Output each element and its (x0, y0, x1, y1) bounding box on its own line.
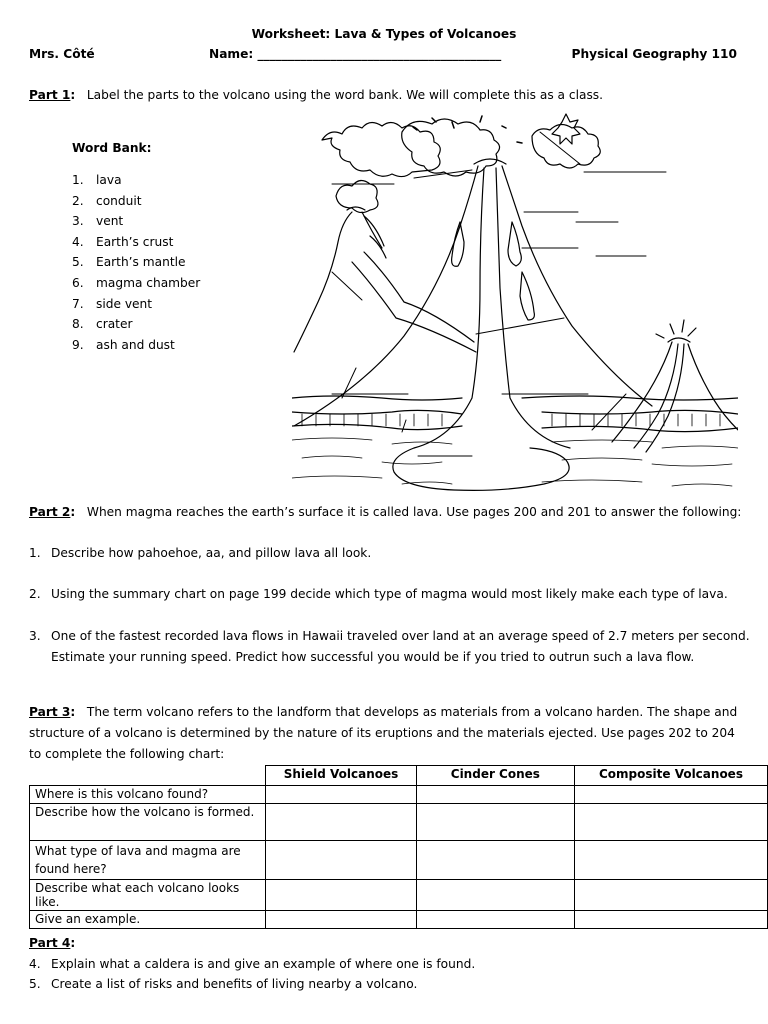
part2-intro: When magma reaches the earth’s surface it is called lava. Use pages 200 and 201 to answer the following: (86, 505, 742, 519)
conduit (414, 168, 570, 448)
answer-cell[interactable] (574, 880, 767, 911)
main-cone (294, 166, 652, 426)
word-bank-item: 5. Earth’s mantle (72, 255, 186, 270)
part3-intro: The term volcano refers to the landform that develops as materials from a volcano harden. The shape and structure of a volcano is determined by the nature of its eruptions and the materials ejected. Use pages 202 to 204 to complete the following chart: (29, 705, 738, 761)
word-bank-title: Word Bank: (72, 141, 152, 155)
column-header: Cinder Cones (416, 766, 574, 786)
answer-cell[interactable] (266, 911, 416, 929)
answer-cell[interactable] (416, 880, 574, 911)
word-bank-item: 6. magma chamber (72, 275, 201, 290)
part1-instruction-line: Part 1: Label the parts to the volcano using the word bank. We will complete this as a class. (29, 88, 604, 102)
answer-cell[interactable] (266, 786, 416, 804)
column-header: Shield Volcanoes (266, 766, 416, 786)
part2-intro-line: Part 2: When magma reaches the earth’s surface it is called lava. Use pages 200 and 201 to answer the following: (29, 505, 742, 519)
volcano-comparison-chart (29, 765, 768, 929)
table-row (30, 911, 768, 929)
question-3-continued: Estimate your running speed. Predict how successful you would be if you tried to outrun such a lava flow. (51, 650, 695, 664)
column-header: Composite Volcanoes (574, 766, 767, 786)
lava-flow (452, 222, 535, 320)
question-1: 1. Describe how pahoehoe, aa, and pillow lava all look. (29, 546, 372, 560)
row-header: Describe what each volcano looks like. (30, 880, 266, 911)
row-header: Where is this volcano found? (30, 786, 266, 804)
eruption-cloud (322, 122, 440, 176)
part3-label: Part 3 (29, 705, 71, 719)
right-volcano (612, 342, 738, 442)
answer-cell[interactable] (574, 841, 767, 880)
word-bank-item: 2. conduit (72, 193, 142, 208)
word-bank-item: 1. lava (72, 173, 122, 187)
worksheet-title: Worksheet: Lava & Types of Volcanoes (251, 27, 517, 41)
word-bank-item: 9. ash and dust (72, 337, 175, 352)
row-header: Describe how the volcano is formed. (30, 804, 266, 841)
part1-label: Part 1 (29, 88, 71, 102)
earths-crust (292, 396, 738, 400)
teacher-name: Mrs. Côté (29, 47, 95, 61)
row-header: What type of lava and magma are found here? (30, 841, 266, 880)
answer-cell[interactable] (416, 804, 574, 841)
volcano-diagram (292, 112, 738, 498)
part4-label: Part 4 (29, 936, 71, 950)
question-3: 3. One of the fastest recorded lava flows in Hawaii traveled over land at an average speed of 2.7 meters per second. (29, 629, 750, 643)
answer-cell[interactable] (266, 841, 416, 880)
name-blank[interactable]: ________________________________________ (257, 47, 502, 61)
student-name-line[interactable] (209, 47, 501, 61)
crater (474, 159, 506, 164)
question-4: 4. Explain what a caldera is and give an example of where one is found. (29, 957, 476, 971)
table-row (30, 804, 768, 841)
word-bank-item: 4. Earth’s crust (72, 234, 174, 249)
answer-cell[interactable] (416, 786, 574, 804)
magma-chamber (393, 448, 569, 490)
word-bank-list (72, 172, 200, 357)
answer-cell[interactable] (574, 804, 767, 841)
word-bank-item: 8. crater (72, 317, 133, 332)
chart-corner-cell (30, 766, 266, 786)
answer-cell[interactable] (574, 786, 767, 804)
question-2: 2. Using the summary chart on page 199 decide which type of magma would most likely make each type of lava. (29, 587, 728, 601)
part3-intro-block: Part 3: The term volcano refers to the landform that develops as materials from a volcano harden. The shape and structure of a volcano is determined by the nature of its eruptions and the materials ejected. Use pages 202 to 204 to complete the following chart: (29, 705, 738, 761)
part1-instruction: Label the parts to the volcano using the word bank. We will complete this as a class. (86, 88, 604, 102)
answer-cell[interactable] (416, 841, 574, 880)
name-label: Name: (209, 47, 258, 61)
chart-header-row (30, 766, 768, 786)
side-conduit (352, 252, 476, 352)
word-bank-item: 7. side vent (72, 296, 153, 311)
word-bank-item: 3. vent (72, 214, 124, 229)
question-5: 5. Create a list of risks and benefits of living nearby a volcano. (29, 977, 418, 991)
table-row (30, 841, 768, 880)
course-name: Physical Geography 110 (571, 47, 737, 61)
table-row (30, 786, 768, 804)
answer-cell[interactable] (266, 880, 416, 911)
answer-cell[interactable] (574, 911, 767, 929)
label-lines (332, 132, 666, 456)
part4-heading: Part 4: (29, 936, 76, 950)
answer-cell[interactable] (416, 911, 574, 929)
answer-cell[interactable] (266, 804, 416, 841)
table-row (30, 880, 768, 911)
part2-label: Part 2 (29, 505, 71, 519)
row-header: Give an example. (30, 911, 266, 929)
